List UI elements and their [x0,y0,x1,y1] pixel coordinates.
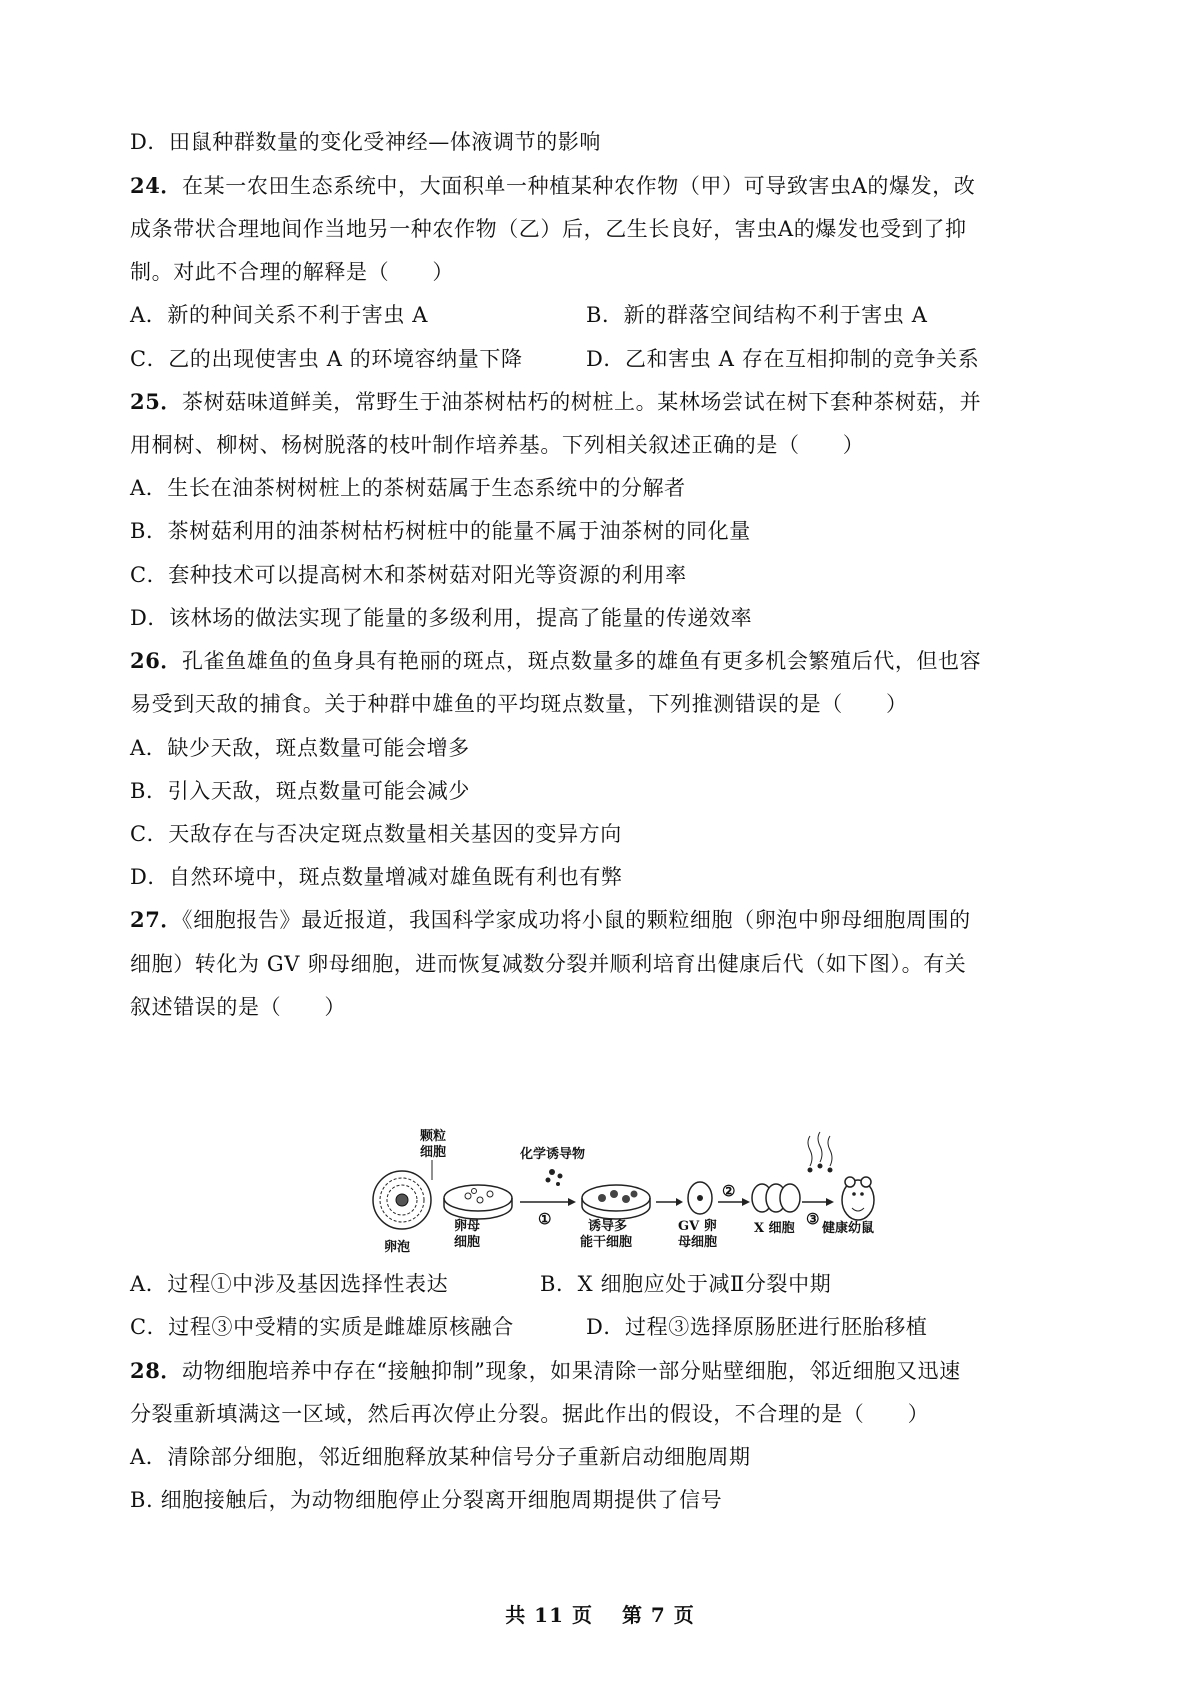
q25-option-a: A．生长在油茶树树桩上的茶树菇属于生态系统中的分解者 [130,476,686,500]
q26-option-b: B．引入天敌，斑点数量可能会减少 [130,779,471,803]
q26-option-d: D．自然环境中，斑点数量增减对雄鱼既有利也有弊 [130,865,623,889]
gv-oocyte-icon [688,1182,712,1214]
q25-option-c: C．套种技术可以提高树木和茶树菇对阳光等资源的利用率 [130,563,687,587]
ipsc-label-1: 诱导多 [588,1219,628,1234]
q23-option-d: D．田鼠种群数量的变化受神经—体液调节的影响 [130,130,602,154]
q28-number: 28． [130,1358,183,1383]
inducer-label: 化学诱导物 [520,1147,586,1162]
q28-text-1: 动物细胞培养中存在“接触抑制”现象，如果清除一部分贴壁细胞，邻近细胞又迅速 [182,1359,961,1383]
step-2-label: ② [722,1182,736,1200]
q25-line-1 [130,387,981,417]
oocyte-label-1: 卵母 [454,1219,481,1234]
ipsc-dish-icon [582,1185,650,1219]
q26-line-1 [130,646,981,676]
granulosa-label-1: 颗粒 [420,1129,447,1144]
q27-number: 27． [130,907,183,932]
q27-option-d: D．过程③选择原肠胚进行胚胎移植 [586,1315,928,1339]
q28-line-2: 分裂重新填满这一区域，然后再次停止分裂。据此作出的假设，不合理的是（ ） [130,1402,930,1426]
ipsc-label-2: 能干细胞 [580,1235,633,1250]
q24-option-b: B．新的群落空间结构不利于害虫 A [586,303,928,327]
q26-option-c: C．天敌存在与否决定斑点数量相关基因的变异方向 [130,822,622,846]
q27-options-cd [130,1312,1130,1342]
q26-text-1: 孔雀鱼雄鱼的鱼身具有艳丽的斑点，斑点数量多的雄鱼有更多机会繁殖后代，但也容 [182,649,982,673]
x-cell-label: X 细胞 [754,1221,795,1236]
granulosa-label-2: 细胞 [420,1145,447,1160]
q25-line-2: 用桐树、柳树、杨树脱落的枝叶制作培养基。下列相关叙述正确的是（ ） [130,433,865,457]
q26-line-2: 易受到天敌的捕食。关于种群中雄鱼的平均斑点数量，下列推测错误的是（ ） [130,692,908,716]
step-1-label: ① [538,1210,552,1228]
q24-text-1: 在某一农田生态系统中，大面积单一种植某种农作物（甲）可导致害虫A的爆发，改 [182,174,976,198]
q24-number: 24． [130,173,183,198]
gv-label-1: GV 卵 [678,1219,717,1234]
q24-option-a: A．新的种间关系不利于害虫 A [130,303,429,327]
q24-option-c: C．乙的出现使害虫 A 的环境容纳量下降 [130,347,523,371]
q27-options-ab [130,1269,1130,1299]
q24-option-d: D．乙和害虫 A 存在互相抑制的竞争关系 [586,347,980,371]
q27-option-a: A．过程①中涉及基因选择性表达 [130,1272,449,1296]
q25-text-1: 茶树菇味道鲜美，常野生于油茶树枯朽的树桩上。某林场尝试在树下套种茶树菇，并 [182,390,982,414]
q27-line-3: 叙述错误的是（ ） [130,995,346,1019]
q28-option-a: A．清除部分细胞，邻近细胞释放某种信号分子重新启动细胞周期 [130,1445,751,1469]
q25-option-b: B．茶树菇利用的油茶树枯朽树桩中的能量不属于油茶树的同化量 [130,519,751,543]
q24-line-3: 制。对此不合理的解释是（ ） [130,260,454,284]
follicle-label: 卵泡 [384,1240,411,1255]
step-3-label: ③ [806,1210,820,1228]
q28-option-b: B. 细胞接触后，为动物细胞停止分裂离开细胞周期提供了信号 [130,1488,723,1512]
q27-line-2: 细胞）转化为 GV 卵母细胞，进而恢复减数分裂并顺利培育出健康后代（如下图）。有关 [130,952,967,976]
mouse-icon [842,1177,874,1220]
gv-label-2: 母细胞 [678,1235,718,1250]
q27-line-1 [130,905,971,935]
mouse-label: 健康幼鼠 [822,1221,875,1236]
q25-number: 25． [130,389,183,414]
x-cell-icon [752,1184,800,1212]
oocyte-label-2: 细胞 [454,1235,481,1250]
q25-option-d: D．该林场的做法实现了能量的多级利用，提高了能量的传递效率 [130,606,753,630]
q27-text-1: 《细胞报告》最近报道，我国科学家成功将小鼠的颗粒细胞（卵泡中卵母细胞周围的 [182,908,971,932]
q26-number: 26． [130,648,183,673]
follicle-icon [373,1171,431,1229]
q27-option-b: B．X 细胞应处于减Ⅱ分裂中期 [540,1272,832,1296]
q24-line-1 [130,171,975,201]
page-footer: 共 11 页 第 7 页 [505,1603,695,1627]
culture-dish-icon [444,1185,512,1219]
q24-options-ab [130,300,1130,330]
sperm-icon [808,1132,833,1173]
cell-conversion-diagram [370,1128,890,1258]
q24-options-cd [130,344,1130,374]
q26-option-a: A．缺少天敌，斑点数量可能会增多 [130,736,470,760]
q27-option-c: C．过程③中受精的实质是雌雄原核融合 [130,1315,514,1339]
chemical-inducer-icon [546,1169,563,1186]
q28-line-1 [130,1356,961,1386]
q24-line-2: 成条带状合理地间作当地另一种农作物（乙）后，乙生长良好，害虫A的爆发也受到了抑 [130,217,967,241]
